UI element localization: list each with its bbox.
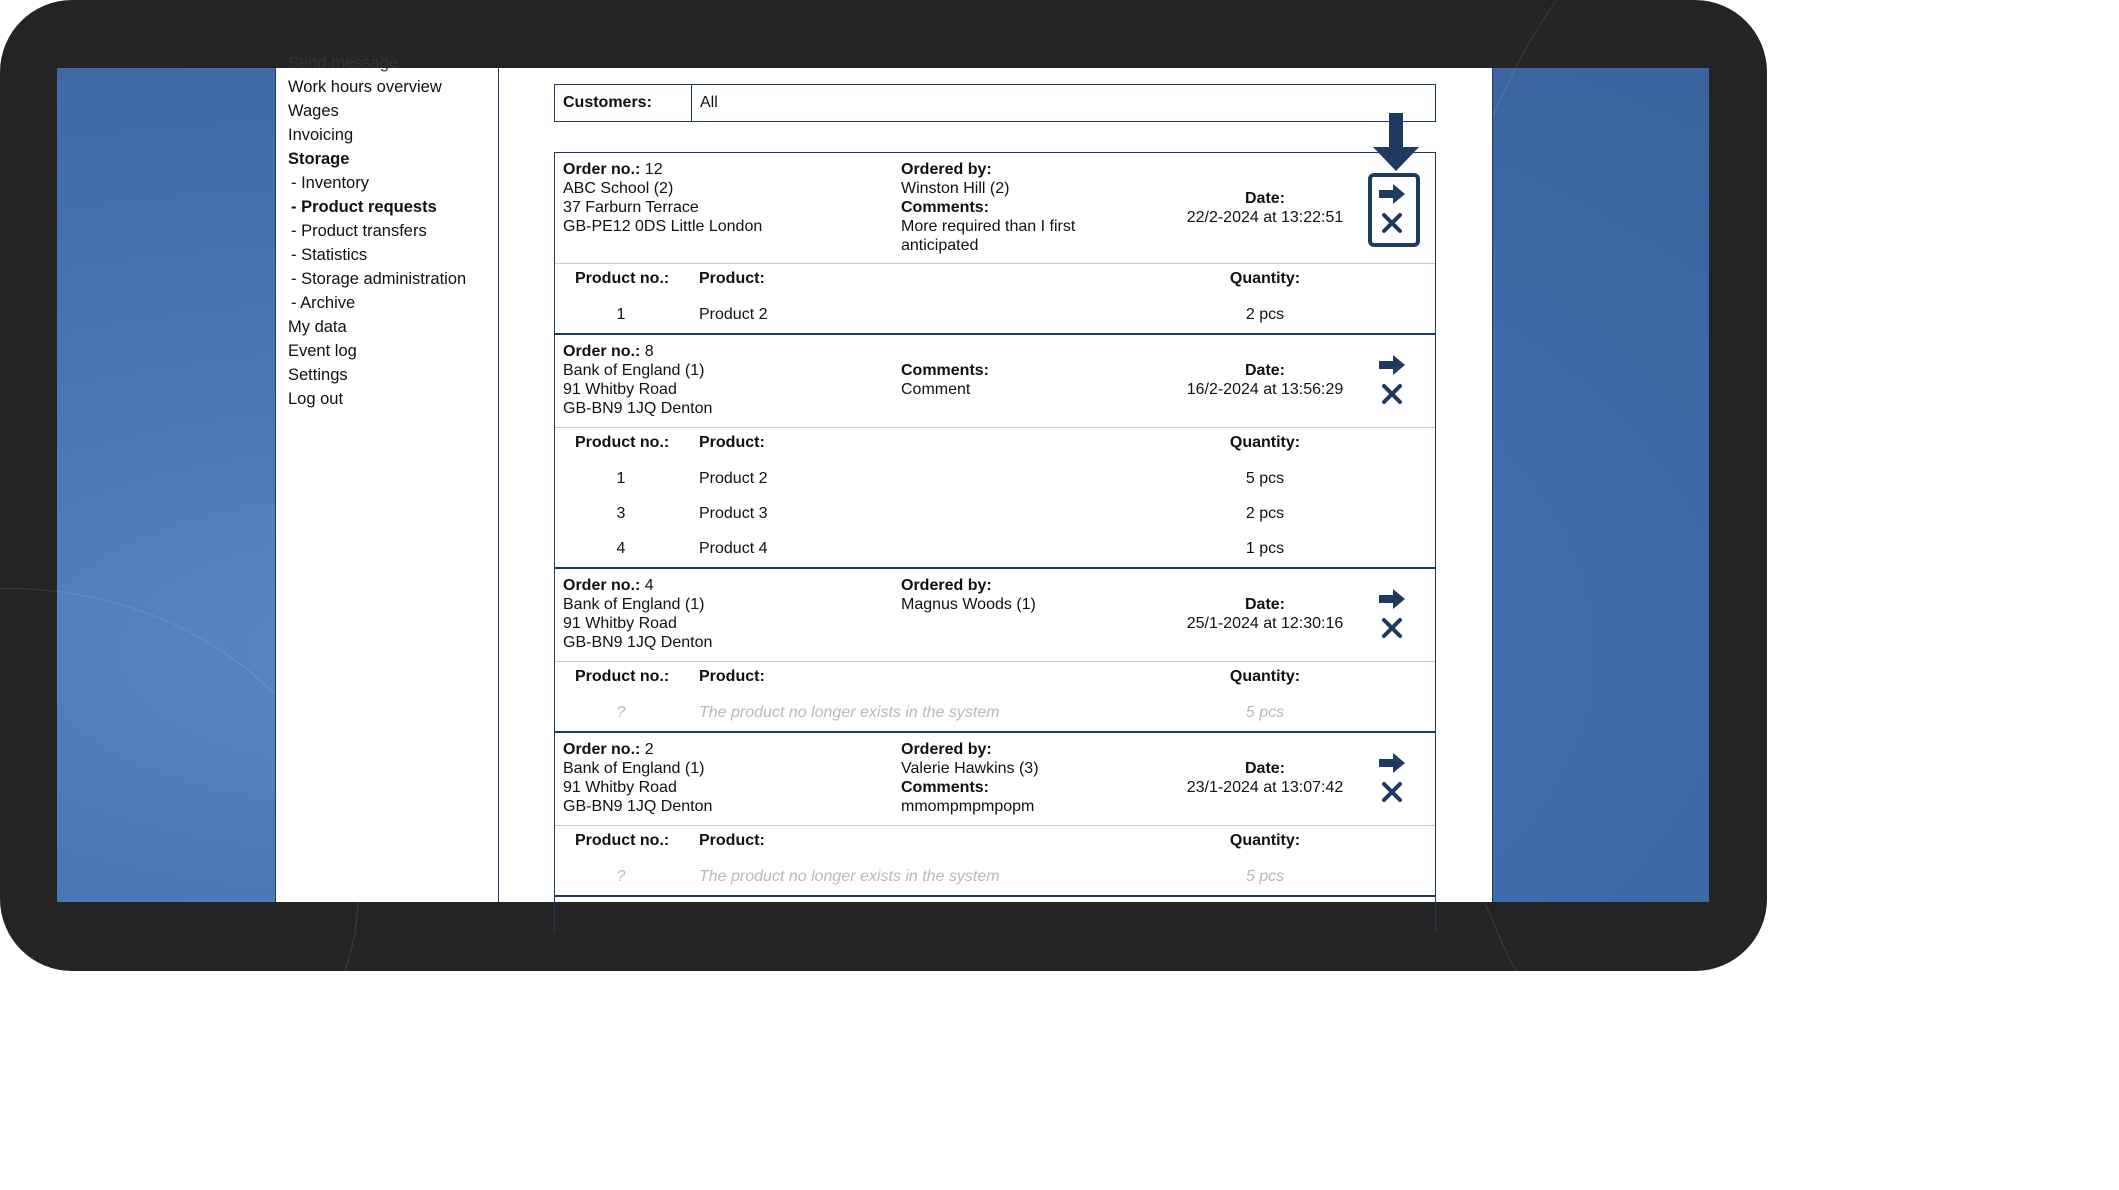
ordered-by-value: Winston Hill (2)	[901, 180, 1010, 197]
order-header	[555, 335, 1435, 428]
customer-name: Bank of England (1)	[563, 596, 705, 613]
order-no-label: Order no.:	[563, 577, 641, 594]
customer-name: ABC School (2)	[563, 180, 674, 197]
product-header: Product:	[699, 270, 765, 287]
comment-text: More required than I first	[901, 218, 1076, 235]
product-no-header: Product no.:	[575, 832, 670, 849]
customer-city: GB-BN9 1JQ Denton	[563, 798, 713, 815]
item-quantity: 2 pcs	[1245, 306, 1285, 323]
quantity-header: Quantity:	[1229, 668, 1301, 685]
date-label: Date:	[1244, 362, 1285, 379]
close-x-icon[interactable]	[1381, 383, 1403, 405]
comment-text: anticipated	[901, 237, 979, 254]
order-header	[555, 569, 1435, 662]
comments-label: Comments:	[901, 779, 990, 796]
product-header: Product:	[699, 434, 765, 451]
item-quantity: 1 pcs	[1245, 540, 1285, 557]
nav-statistics[interactable]: - Statistics	[291, 246, 368, 264]
item-product-no: 1	[616, 306, 626, 323]
desktop-background	[57, 54, 1709, 902]
arrow-right-icon[interactable]	[1377, 587, 1407, 611]
item-product-no: 3	[616, 505, 626, 522]
item-quantity: 5 pcs	[1245, 470, 1285, 487]
item-product: Product 2	[699, 470, 768, 487]
nav-wages[interactable]: Wages	[288, 102, 339, 120]
order-number: 2	[644, 741, 654, 758]
order-no-label: Order no.:	[563, 343, 641, 360]
order-header	[555, 153, 1435, 264]
desktop-swoosh	[1417, 0, 2119, 1170]
customer-street: 91 Whitby Road	[563, 381, 677, 398]
arrow-right-icon[interactable]	[1377, 353, 1407, 377]
item-product: Product 2	[699, 306, 768, 323]
nav-log-out[interactable]: Log out	[288, 390, 344, 408]
quantity-header: Quantity:	[1229, 434, 1301, 451]
comment-text: Comment	[901, 381, 971, 398]
comment-text: mmompmpmpopm	[901, 798, 1035, 815]
nav-send-message[interactable]: Send message	[288, 54, 399, 72]
item-product-no: ?	[616, 868, 626, 885]
close-x-icon[interactable]	[1381, 781, 1403, 803]
nav-product-requests[interactable]: - Product requests	[291, 198, 437, 216]
nav-product-transfers[interactable]: - Product transfers	[291, 222, 427, 240]
order-row	[555, 153, 1435, 335]
item-product: The product no longer exists in the system	[699, 868, 1000, 885]
order-no-label: Order no.:	[563, 741, 641, 758]
item-product-no: 1	[616, 470, 626, 487]
order-number: 4	[644, 577, 654, 594]
close-x-icon[interactable]	[1381, 212, 1403, 234]
date-label: Date:	[1244, 190, 1285, 207]
date-label: Date:	[1244, 760, 1285, 777]
main-content	[499, 68, 1493, 902]
customer-name: Bank of England (1)	[563, 362, 705, 379]
customer-filter	[554, 84, 1436, 122]
ordered-by-value: Magnus Woods (1)	[901, 596, 1036, 613]
item-product-no: 4	[616, 540, 626, 557]
order-row	[555, 569, 1435, 733]
comments-label: Comments:	[901, 362, 990, 379]
ordered-by-label: Ordered by:	[901, 161, 992, 178]
order-items	[555, 427, 1435, 569]
close-x-icon[interactable]	[1381, 617, 1403, 639]
customer-name: Bank of England (1)	[563, 760, 705, 777]
item-quantity: 5 pcs	[1245, 868, 1285, 885]
arrow-right-icon[interactable]	[1377, 751, 1407, 775]
order-row	[555, 733, 1435, 897]
order-items	[555, 263, 1435, 335]
nav-my-data[interactable]: My data	[288, 318, 347, 336]
nav-invoicing[interactable]: Invoicing	[288, 126, 354, 144]
item-quantity: 5 pcs	[1245, 704, 1285, 721]
arrow-right-icon[interactable]	[1377, 182, 1407, 206]
customer-city: GB-BN9 1JQ Denton	[563, 634, 713, 651]
customer-city: GB-BN9 1JQ Denton	[563, 400, 713, 417]
product-no-header: Product no.:	[575, 270, 670, 287]
nav-work-hours-overview[interactable]: Work hours overview	[288, 78, 442, 96]
order-items	[555, 825, 1435, 897]
customer-filter-divider	[691, 85, 692, 121]
nav-event-log[interactable]: Event log	[288, 342, 357, 360]
order-items	[555, 661, 1435, 733]
product-header: Product:	[699, 668, 765, 685]
comments-label: Comments:	[901, 199, 990, 216]
quantity-header: Quantity:	[1229, 270, 1301, 287]
order-date: 25/1-2024 at 12:30:16	[1186, 615, 1344, 632]
order-header	[555, 733, 1435, 826]
customer-city: GB-PE12 0DS Little London	[563, 218, 763, 235]
item-product: Product 3	[699, 505, 768, 522]
orders-table	[554, 152, 1436, 933]
quantity-header: Quantity:	[1229, 832, 1301, 849]
arrow-down-icon	[1371, 113, 1421, 171]
sidebar	[275, 54, 499, 902]
ordered-by-value: Valerie Hawkins (3)	[901, 760, 1039, 777]
product-header: Product:	[699, 832, 765, 849]
order-no-label: Order no.:	[563, 161, 641, 178]
product-no-header: Product no.:	[575, 668, 670, 685]
order-date: 23/1-2024 at 13:07:42	[1186, 779, 1344, 796]
ordered-by-label: Ordered by:	[901, 577, 992, 594]
order-date: 16/2-2024 at 13:56:29	[1186, 381, 1344, 398]
item-product: Product 4	[699, 540, 768, 557]
ordered-by-label: Ordered by:	[901, 741, 992, 758]
nav-archive[interactable]: - Archive	[291, 294, 356, 312]
nav-settings[interactable]: Settings	[288, 366, 348, 384]
order-number: 12	[644, 161, 663, 178]
customer-street: 91 Whitby Road	[563, 779, 677, 796]
item-product-no: ?	[616, 704, 626, 721]
customer-filter-select[interactable]: All	[700, 94, 718, 111]
nav-storage-administration[interactable]: - Storage administration	[291, 270, 467, 288]
order-row	[555, 335, 1435, 569]
customer-street: 91 Whitby Road	[563, 615, 677, 632]
order-date: 22/2-2024 at 13:22:51	[1186, 209, 1344, 226]
date-label: Date:	[1244, 596, 1285, 613]
order-number: 8	[644, 343, 654, 360]
item-product: The product no longer exists in the system	[699, 704, 1000, 721]
customer-street: 37 Farburn Terrace	[563, 199, 699, 216]
item-quantity: 2 pcs	[1245, 505, 1285, 522]
nav-inventory[interactable]: - Inventory	[291, 174, 369, 192]
customer-filter-label: Customers:	[563, 94, 652, 111]
product-no-header: Product no.:	[575, 434, 670, 451]
nav-storage[interactable]: Storage	[288, 150, 350, 168]
